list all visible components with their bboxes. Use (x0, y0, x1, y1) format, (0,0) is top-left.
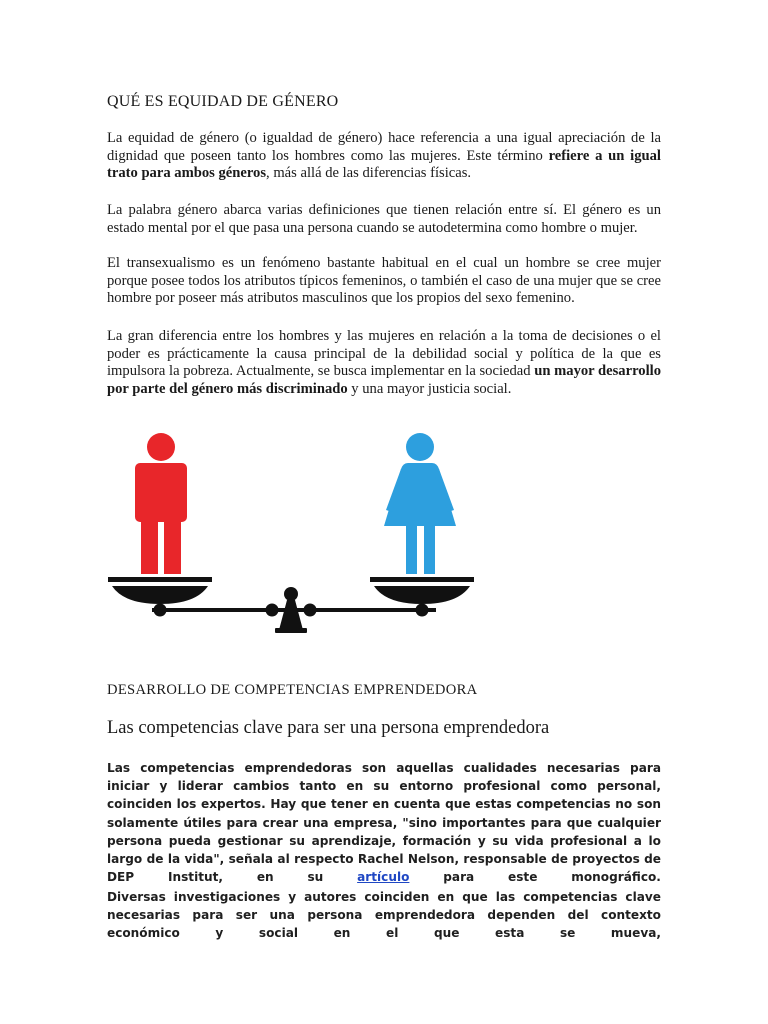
section-title-competencias: DESARROLLO DE COMPETENCIAS EMPRENDEDORA (107, 682, 478, 698)
subtitle-competencias-clave: Las competencias clave para ser una persona emprendedora (107, 718, 550, 738)
paragraph-last-line (107, 868, 661, 886)
articulo-link[interactable]: artículo (357, 870, 410, 885)
text-run: y una mayor justicia social. (347, 380, 512, 397)
text-run: La gran diferencia entre los hombres y las mujeres en relación a la toma de decisiones o el poder es prácticamente la causa principal de la debilidad social y política de la que es impulsora la pobreza. Actualmente, se busca implementar en la sociedad (107, 328, 661, 380)
paragraph-investigaciones: Diversas investigaciones y autores coinciden en que las competencias clave necesarias para ser una persona emprendedora dependen del contexto económico y social en el que esta se mueva, (107, 890, 661, 941)
man-icon (135, 433, 187, 574)
text-word: Institut, (168, 870, 224, 885)
text-word: DEP (107, 870, 135, 885)
text-run: , más allá de las diferencias físicas. (266, 165, 472, 182)
paragraph-genero: La palabra género abarca varias definiciones que tienen relación entre sí. El género es un estado mental por el que pasa una persona cuando se autodetermina como hombre o mujer. (107, 202, 661, 236)
balance-scale-icon (108, 577, 474, 633)
gender-equality-scale-illustration (104, 428, 478, 640)
text-word: este (508, 870, 538, 885)
text-word: en (256, 870, 274, 885)
bold-text-run: un mayor desarrollo por parte del género más discriminado (107, 363, 661, 397)
woman-icon (384, 433, 456, 574)
text-word: su (307, 870, 324, 885)
section-title-equidad: QUÉ ES EQUIDAD DE GÉNERO (107, 93, 339, 110)
paragraph-diferencia (107, 328, 661, 398)
paragraph-main-text: Las competencias emprendedoras son aquellas cualidades necesarias para iniciar y liderar cambios tanto en su entorno profesional como personal, coinciden los expertos. Hay que tener en cuenta que estas competencias no son solamente útiles para crear una empresa, "sino importantes para que cualquier persona pueda gestionar su aprendizaje, formación y su vida profesional a lo largo de la vida", señala al respecto Rachel Nelson, responsable de proyectos de (107, 761, 661, 867)
paragraph-transexualismo: El transexualismo es un fenómeno bastante habitual en el cual un hombre se cree mujer porque posee todos los atributos típicos femeninos, o también el caso de una mujer que se cree hombre por poseer más atributos masculinos que los propios del sexo femenino. (107, 255, 661, 307)
paragraph-competencias (107, 759, 661, 886)
bold-text-run: refiere a un igual trato para ambos géneros (107, 147, 661, 182)
text-word: monográfico. (571, 870, 661, 885)
text-run: La equidad de género (o igualdad de género) hace referencia a una igual apreciación de la dignidad que poseen tanto los hombres como las mujeres. Este término (107, 130, 661, 164)
text-word: para (443, 870, 475, 885)
paragraph-definicion (107, 130, 661, 183)
